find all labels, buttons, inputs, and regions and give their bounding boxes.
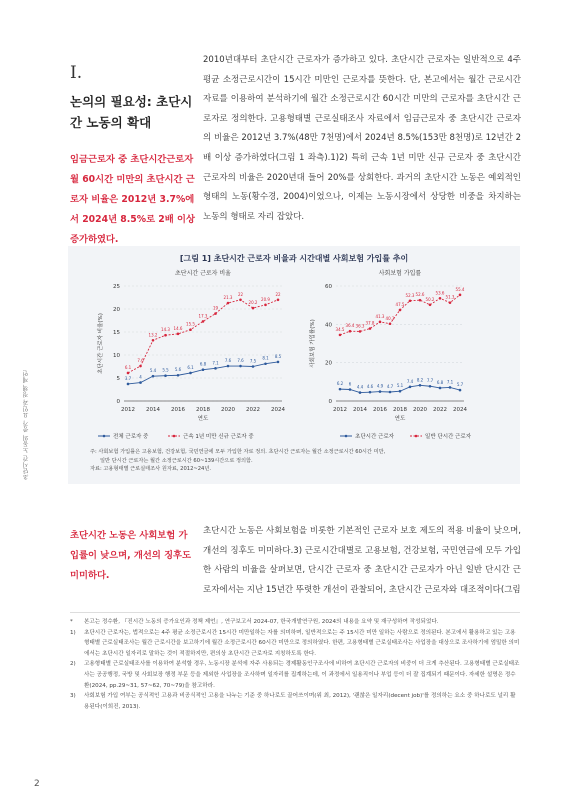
data-point bbox=[459, 294, 462, 297]
footnote-divider bbox=[70, 612, 520, 613]
data-label: 34.5 bbox=[335, 326, 345, 332]
x-tick-label: 2022 bbox=[433, 407, 447, 413]
section-title: 논의의 필요성: 초단시간 노동의 확대 bbox=[70, 94, 193, 130]
x-tick-label: 2024 bbox=[453, 407, 467, 413]
data-label: 5.4 bbox=[149, 368, 157, 374]
data-point bbox=[264, 304, 267, 307]
data-label: 4.9 bbox=[376, 383, 384, 389]
data-point bbox=[239, 365, 242, 368]
data-point bbox=[339, 334, 342, 337]
footnote bbox=[70, 691, 520, 712]
footnotes bbox=[70, 617, 520, 712]
section-highlight-2: 초단시간 노동은 사회보험 가입률이 낮으며, 개선의 징후도 미미하다. bbox=[70, 530, 192, 581]
data-label: 52.3 bbox=[405, 292, 415, 298]
data-label: 22 bbox=[237, 291, 244, 297]
x-tick-label: 2016 bbox=[373, 407, 387, 413]
figure-title: [그림 1] 초단시간 근로자 비율과 시간대별 사회보험 가입률 추이 bbox=[179, 254, 409, 263]
data-label: 50.2 bbox=[425, 296, 435, 302]
data-point bbox=[369, 327, 372, 330]
data-label: 36.3 bbox=[355, 323, 365, 329]
data-label: 8.2 bbox=[416, 377, 424, 383]
data-label: 6.1 bbox=[187, 364, 194, 370]
data-label: 21.3 bbox=[223, 295, 233, 301]
data-point bbox=[189, 328, 192, 331]
x-axis-label: 연도 bbox=[197, 416, 209, 422]
y-tick-label: 25 bbox=[113, 284, 120, 290]
legend-label: 근속 1년 미만 신규 근로자 중 bbox=[183, 434, 254, 440]
legend-marker bbox=[103, 435, 106, 438]
data-point bbox=[439, 297, 442, 300]
data-point bbox=[239, 299, 242, 302]
footnote-mark: * bbox=[70, 619, 73, 625]
x-tick-label: 2018 bbox=[393, 407, 407, 413]
data-point bbox=[449, 386, 452, 389]
x-axis-label: 연도 bbox=[394, 416, 406, 422]
y-tick-label: 60 bbox=[325, 284, 332, 290]
data-label: 22 bbox=[275, 291, 281, 297]
data-point bbox=[369, 391, 372, 394]
data-point bbox=[139, 365, 142, 368]
data-point bbox=[164, 374, 167, 377]
data-point bbox=[439, 387, 442, 390]
footnote bbox=[70, 659, 520, 691]
data-point bbox=[227, 365, 230, 368]
y-tick-label: 0 bbox=[116, 399, 120, 405]
data-point bbox=[459, 389, 462, 392]
figure-note-line1: 주: 사회보험 가입률은 고용보험, 건강보험, 국민연금에 모두 가입한 자로 정의. 초단시간 근로자는 월간 소정근로시간 60시간 미만, bbox=[90, 449, 386, 455]
x-tick-label: 2014 bbox=[353, 407, 367, 413]
data-point bbox=[214, 367, 217, 370]
data-point bbox=[252, 307, 255, 310]
data-label: 7.7 bbox=[426, 378, 434, 384]
data-label: 4.6 bbox=[366, 384, 374, 390]
legend-marker bbox=[345, 435, 348, 438]
data-point bbox=[264, 362, 267, 365]
data-point bbox=[152, 339, 155, 342]
data-label: 7.1 bbox=[446, 379, 454, 385]
data-label: 6.8 bbox=[199, 361, 207, 367]
chart-title: 초단시간 근로자 비율 bbox=[175, 270, 231, 277]
data-point bbox=[389, 391, 392, 394]
data-point bbox=[409, 299, 412, 302]
footnote-text: 고용형태별 근로실태조사를 이용하여 분석할 경우, 노동시장 분석에 자주 사용되는 경제활동인구조사에 비하여 초단시간 근로자의 비중이 더 크게 추산된다. 고용형태별 근로실태조사는 공공행정, 국방 및 사회보장 행정 부문 등을 제외한 사업장을 조사하며 일자리를 집계하는데, 이 과정에서 일용직이나 부업 등이 더 잘 집계되기 때문이다. 자세한 설명은 정수환(2024, pp.29~31, 57~62, 70~79)을 참고하라. bbox=[84, 661, 520, 689]
data-point bbox=[189, 372, 192, 375]
data-label: 5.1 bbox=[396, 383, 404, 389]
x-tick-label: 2020 bbox=[221, 407, 235, 413]
data-label: 4.7 bbox=[386, 383, 394, 389]
y-tick-label: 40 bbox=[325, 322, 332, 329]
chart-title: 사회보험 가입률 bbox=[378, 270, 422, 277]
y-tick-label: 20 bbox=[113, 307, 120, 313]
data-point bbox=[177, 333, 180, 336]
data-point bbox=[419, 384, 422, 387]
legend-label: 전체 근로자 중 bbox=[113, 434, 149, 440]
data-point bbox=[399, 390, 402, 393]
x-tick-label: 2014 bbox=[146, 407, 160, 413]
footnote-text: 사회보험 가입 여부는 공식적인 고용과 비공식적인 고용을 나누는 기준 중 하나로도 끌어쓰이며(위 최, 2012), '괜찮은 일자리(decent job)'를 정의하는 요소 중 하나로도 널리 활용된다(이희진, 2013). bbox=[84, 693, 516, 710]
data-point bbox=[152, 375, 155, 378]
data-point bbox=[429, 385, 432, 388]
data-label: 7.4 bbox=[406, 378, 414, 384]
footnote-mark: 3) bbox=[70, 693, 76, 700]
data-label: 55.4 bbox=[455, 286, 465, 292]
data-point bbox=[389, 322, 392, 325]
data-point bbox=[127, 383, 130, 386]
data-label: 41.3 bbox=[375, 313, 385, 319]
data-point bbox=[359, 391, 362, 394]
x-tick-label: 2012 bbox=[121, 407, 135, 413]
x-tick-label: 2024 bbox=[271, 407, 285, 413]
data-point bbox=[202, 320, 205, 323]
data-label: 20.2 bbox=[248, 300, 258, 306]
data-label: 51.3 bbox=[445, 294, 455, 300]
data-label: 3.7 bbox=[124, 375, 132, 381]
data-point bbox=[359, 330, 362, 333]
data-label: 7.1 bbox=[212, 360, 219, 366]
data-label: 19 bbox=[212, 305, 219, 311]
data-label: 5.5 bbox=[162, 367, 169, 373]
data-label: 17.3 bbox=[198, 313, 208, 319]
section-highlight: 임금근로자 중 초단시간근로자 월 60시간 미만의 초단시간 근로자 비율은 2012년 3.7%에서 2024년 8.5%로 2배 이상 증가하였다. bbox=[70, 154, 195, 245]
data-label: 52.6 bbox=[415, 292, 425, 298]
y-tick-label: 20 bbox=[325, 360, 332, 367]
x-tick-label: 2018 bbox=[196, 407, 210, 413]
data-point bbox=[449, 301, 452, 304]
x-tick-label: 2016 bbox=[171, 407, 185, 413]
footnote-mark: 2) bbox=[70, 661, 76, 668]
data-label: 5.6 bbox=[174, 367, 182, 373]
data-label: 53.6 bbox=[435, 290, 445, 296]
y-axis-label: 사회보험 가입률(%) bbox=[310, 319, 316, 368]
y-tick-label: 15 bbox=[113, 330, 120, 336]
data-point bbox=[177, 374, 180, 377]
footnote bbox=[70, 617, 520, 628]
data-label: 4 bbox=[139, 374, 142, 380]
paragraph-1: 2010년대부터 초단시간 근로자가 증가하고 있다. 초단시간 근로자는 일반적으로 4주 평균 소정근로시간이 15시간 미만인 근로자를 뜻한다. 단, 본고에서는 월간 근로시간 자료를 이용하여 분석하기에 월간 소정근로시간 60시간 미만의 근로자를 초단시간 근로자로 정의한다. 고용형태별 근로실태조사 자료에서 임금근로자 중 초단시간 근로자의 비율은 2012년 3.7%(48만 7천명)에서 2024년 8.5%(153만 8천명)로 12년간 2배 이상 증가하였다(그림 1 좌측).1)2) 특히 근속 1년 미만 신규 근로자 중 초단시간 근로자의 비율은 2020년대 들어 20%를 상회한다. 과거의 초단시간 노동은 예외적인 형태의 노동(황수경, 2004)이었으나, 이제는 노동시장에서 상당한 비중을 차지하는 노동의 형태로 자리 잡았다. bbox=[203, 55, 521, 222]
legend-marker bbox=[173, 435, 176, 438]
data-label: 47.5 bbox=[395, 301, 405, 307]
x-tick-label: 2012 bbox=[333, 407, 347, 413]
data-label: 8.5 bbox=[274, 353, 282, 359]
legend-marker bbox=[415, 435, 418, 438]
data-label: 4.4 bbox=[356, 384, 364, 390]
data-point bbox=[349, 388, 352, 391]
data-label: 37.8 bbox=[365, 320, 375, 326]
y-axis-label: 초단시간 근로자 비율(%) bbox=[98, 313, 104, 374]
data-point bbox=[399, 309, 402, 312]
section-number: I. bbox=[70, 63, 83, 83]
data-point bbox=[349, 330, 352, 333]
data-point bbox=[252, 365, 255, 368]
data-point bbox=[277, 299, 280, 302]
data-point bbox=[214, 312, 217, 315]
data-point bbox=[139, 381, 142, 384]
x-tick-label: 2022 bbox=[246, 407, 260, 413]
figure-source: 자료: 고용형태별 근로실태조사 원자료, 2012~24년. bbox=[90, 466, 211, 472]
data-label: 15.5 bbox=[186, 321, 195, 327]
data-label: 7.5 bbox=[249, 358, 257, 364]
data-label: 36.4 bbox=[345, 323, 355, 329]
legend-label: 일반 단시간 근로자 bbox=[425, 434, 472, 440]
data-label: 7.6 bbox=[237, 358, 244, 364]
data-label: 6 bbox=[348, 381, 352, 387]
data-label: 8.1 bbox=[262, 355, 269, 361]
data-label: 7.6 bbox=[137, 358, 144, 364]
y-tick-label: 10 bbox=[113, 353, 120, 359]
data-label: 13.2 bbox=[148, 332, 158, 338]
data-label: 6.1 bbox=[124, 364, 132, 370]
data-label: 6.2 bbox=[336, 381, 344, 387]
data-label: 6.8 bbox=[436, 379, 444, 385]
data-point bbox=[419, 299, 422, 302]
paragraph-2: 초단시간 노동은 사회보험을 비롯한 기본적인 근로자 보호 제도의 적용 비율이 낮으며, 개선의 징후도 미미하다.3) 근로시간대별로 고용보험, 건강보험, 국민연금에 모두 가입한 사람의 비율을 살펴보면, 단시간 근로자 중 초단시간 근로자가 아닌 일반 단시간 근로자에서는 지난 15년간 뚜렷한 개선이 관찰되어, 초단시간 근로자와 대조적이다(그림 bbox=[203, 526, 521, 595]
data-point bbox=[339, 388, 342, 391]
y-tick-label: 0 bbox=[328, 399, 332, 405]
data-label: 20.9 bbox=[261, 296, 270, 302]
data-point bbox=[277, 361, 280, 364]
figure-note-line2: 일반 단시간 근로자는 월간 소정근로시간 60~139시간으로 정의함. bbox=[100, 457, 253, 464]
data-label: 5.7 bbox=[456, 382, 464, 388]
data-label: 14.3 bbox=[161, 327, 170, 333]
data-label: 14.6 bbox=[173, 325, 183, 331]
data-label: 40.3 bbox=[385, 315, 395, 321]
footnote bbox=[70, 628, 520, 660]
data-point bbox=[164, 334, 167, 337]
data-point bbox=[202, 368, 205, 371]
page-number: 2 bbox=[34, 779, 40, 789]
data-point bbox=[429, 303, 432, 306]
footnote-mark: 1) bbox=[70, 629, 76, 636]
footnote-text: 초단시간 근로자는, 법적으로는 4주 평균 소정근로시간 15시간 미만일하는 자를 의미하며, 일반적으로는 주 15시간 미만 일하는 사람으로 정의된다. 본고에서 활용하고 있는 고용형태별 근로실태조사는 월간 근로시간을 보고하기에 월간 소정근로시간 60시간 미만으로 정의하였다. 한편, 고용형태별 근로실태조사는 사업장을 대상으로 조사하기에 엄밀한 의미에서는 초단시간 일자리로 말하는 것이 적절하지만, 편의상 초단시간 근로자로 지칭하도록 한다. bbox=[84, 629, 520, 657]
data-label: 7.6 bbox=[224, 358, 232, 364]
y-tick-label: 5 bbox=[116, 376, 120, 382]
data-point bbox=[379, 390, 382, 393]
figure-note bbox=[90, 448, 510, 474]
x-tick-label: 2020 bbox=[413, 407, 427, 413]
data-point bbox=[379, 321, 382, 324]
data-point bbox=[227, 302, 230, 305]
legend-label: 초단시간 근로자 bbox=[355, 434, 394, 440]
data-point bbox=[409, 386, 412, 389]
data-point bbox=[127, 372, 130, 375]
running-head: 초단시간 노동의 증가 요인과 정책 제언 bbox=[23, 370, 30, 480]
footnote-text: 본고는 정수환, 『진시간 노동의 증가요인과 정책 제언』, 연구보고서 2024-07, 한국개발연구원, 2024의 내용을 요약 및 재구성하여 작성되었다. bbox=[84, 619, 439, 625]
